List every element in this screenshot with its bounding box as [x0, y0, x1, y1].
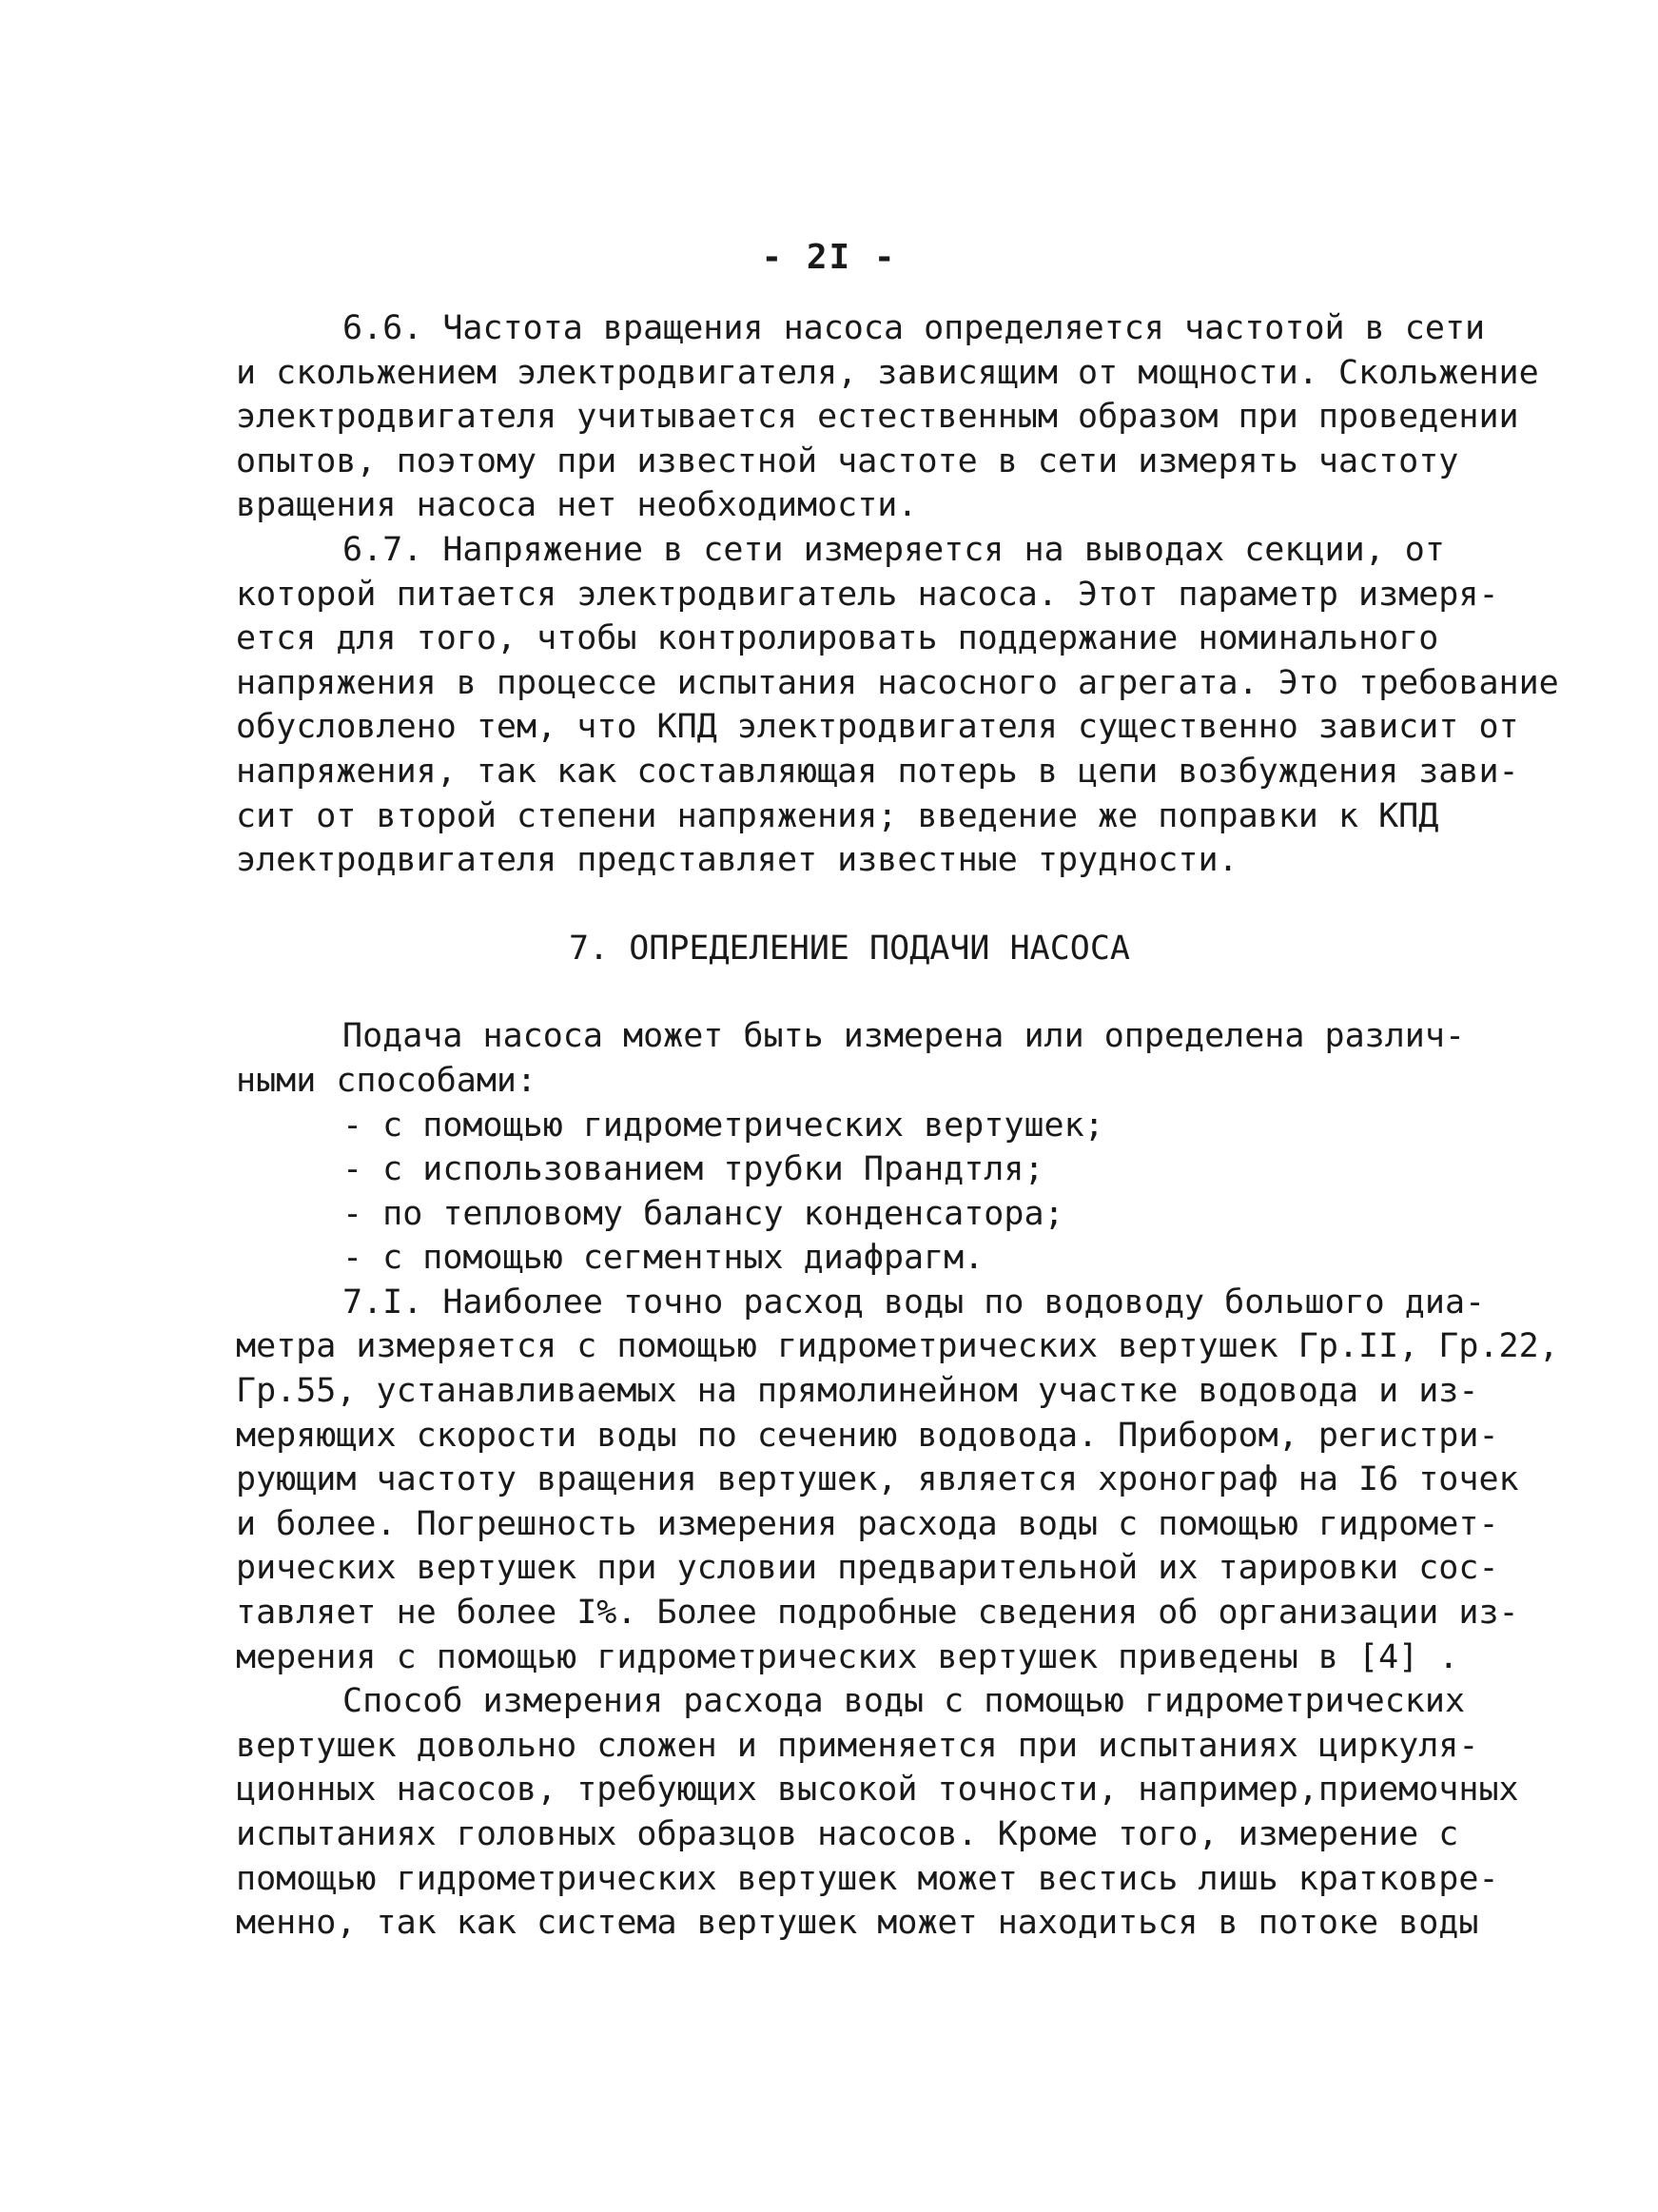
text-line: 6.7. Напряжение в сети измеряется на выводах секции, от — [342, 530, 1445, 569]
text-line: ционных насосов, требующих высокой точности, например,приемочных — [236, 1771, 1519, 1810]
text-line: сит от второй степени напряжения; введение же поправки к КПД — [236, 796, 1439, 835]
text-line: обусловлено тем, что КПД электродвигателя существенно зависит от — [236, 708, 1519, 747]
text-line: и скольжением электродвигателя, зависящим от мощности. Скольжение — [236, 353, 1539, 392]
text-line: электродвигателя представляет известные трудности. — [236, 841, 1239, 880]
text-line: помощью гидрометрических вертушек может вестись лишь кратковре- — [236, 1859, 1499, 1898]
section-heading: 7. ОПРЕДЕЛЕНИЕ ПОДАЧИ НАСОСА — [568, 929, 1130, 968]
paragraph-intro — [236, 1014, 1466, 1103]
text-line: тавляет не более I%. Более подробные сведения об организации из- — [236, 1594, 1519, 1633]
body-text — [236, 306, 1559, 1946]
text-line: рующим частоту вращения вертушек, является хронограф на I6 точек — [236, 1460, 1519, 1499]
text-line: электродвигателя учитывается естественным образом при проведении — [236, 398, 1519, 437]
text-line: менно, так как система вертушек может находиться в потоке воды — [236, 1904, 1479, 1943]
text-line: и более. Погрешность измерения расхода воды с помощью гидромет- — [236, 1504, 1499, 1543]
text-line: ется для того, чтобы контролировать поддержание номинального — [236, 619, 1439, 658]
text-line: напряжения в процессе испытания насосного агрегата. Это требование — [236, 663, 1559, 702]
paragraph-6-7 — [236, 528, 1559, 883]
text-line: метра измеряется с помощью гидрометрических вертушек Гр.II, Гр.22, — [236, 1327, 1559, 1366]
text-line: Способ измерения расхода воды с помощью гидрометрических — [342, 1682, 1466, 1721]
paragraph-6-6 — [236, 306, 1539, 528]
methods-list — [236, 1104, 1463, 1281]
text-line: мерения с помощью гидрометрических вертушек приведены в [4] . — [236, 1637, 1459, 1676]
text-line: опытов, поэтому при известной частоте в сети измерять частоту — [236, 441, 1459, 480]
text-line: Гр.55, устанавливаемых на прямолинейном участке водовода и из- — [236, 1372, 1479, 1411]
list-item: - с помощью сегментных диафрагм. — [342, 1239, 985, 1278]
list-item: - с использованием трубки Прандтля; — [342, 1150, 1044, 1189]
text-line: напряжения, так как составляющая потерь в цепи возбуждения зави- — [236, 752, 1519, 791]
text-line: которой питается электродвигатель насоса. Этот параметр измеря- — [236, 575, 1499, 614]
paragraph-method — [236, 1679, 1519, 1946]
text-line: 6.6. Частота вращения насоса определяется частотой в сети — [342, 309, 1486, 347]
text-line: 7.I. Наиболее точно расход воды по водоводу большого диа- — [342, 1282, 1486, 1321]
spacer — [236, 883, 1463, 927]
spacer — [236, 970, 1463, 1014]
text-line: вращения насоса нет необходимости. — [236, 486, 918, 525]
text-line: Подача насоса может быть измерена или определена различ- — [342, 1017, 1466, 1056]
paragraph-7-1 — [236, 1281, 1559, 1679]
text-line: меряющих скорости воды по сечению водовода. Прибором, регистри- — [236, 1416, 1499, 1455]
list-item: - по тепловому балансу конденсатора; — [342, 1194, 1064, 1233]
page-number: - 2I - — [761, 238, 897, 277]
text-line: вертушек довольно сложен и применяется при испытаниях циркуля- — [236, 1726, 1479, 1765]
text-line: испытаниях головных образцов насосов. Кроме того, измерение с — [236, 1815, 1459, 1853]
text-line: ными способами: — [236, 1061, 537, 1100]
text-line: рических вертушек при условии предварительной их тарировки сос- — [236, 1549, 1499, 1588]
list-item: - с помощью гидрометрических вертушек; — [342, 1106, 1104, 1145]
